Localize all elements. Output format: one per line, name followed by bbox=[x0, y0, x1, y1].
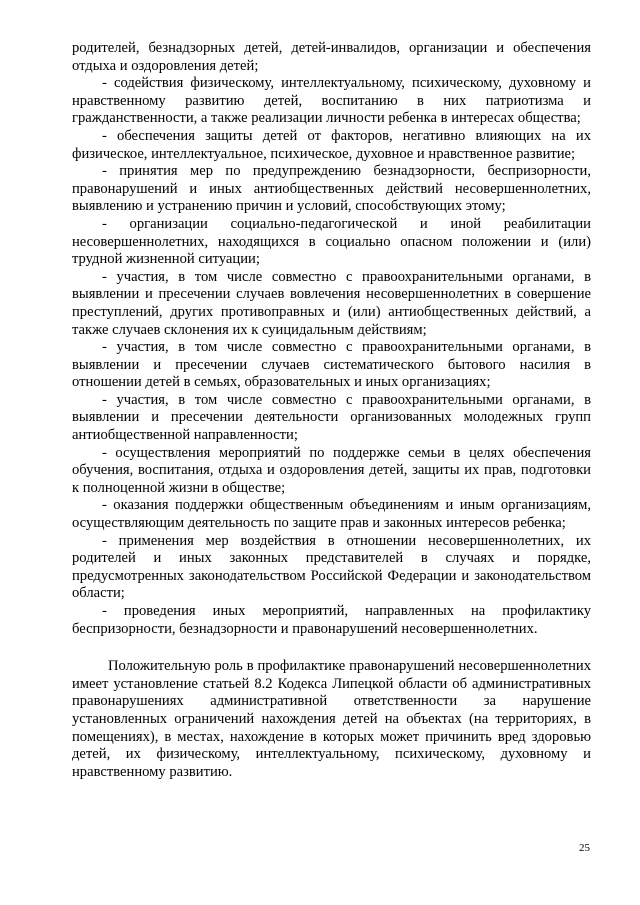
list-item-family-support: - осуществления мероприятий по поддержке семьи в целях обеспечения обучения, воспитания, отдыха и оздоровления детей, защиты их прав, подготовки к полноценной жизни в обществе; bbox=[72, 444, 591, 496]
list-item-enforcement: - применения мер воздействия в отношении несовершеннолетних, их родителей и иных законных представителей в случаях и порядке, предусмотренных законодательством Российской Федерации и законодательством области; bbox=[72, 532, 591, 602]
list-item-domestic-violence: - участия, в том числе совместно с правоохранительными органами, в выявлении и пресечении случаев систематического бытового насилия в отношении детей в семьях, образовательных и иных организациях; bbox=[72, 339, 591, 391]
list-item-public-associations: - оказания поддержки общественным объединениям и иным организациям, осуществляющим деятельность по защите прав и законных интересов ребенка; bbox=[72, 497, 591, 532]
page-number: 25 bbox=[579, 842, 590, 854]
list-item-prevention: - принятия мер по предупреждению безнадзорности, беспризорности, правонарушений и иных антиобщественных действий несовершеннолетних, выявлению и устранению причин и условий, способствующих этому; bbox=[72, 163, 591, 215]
list-item-youth-groups: - участия, в том числе совместно с правоохранительными органами, в выявлении и пресечении деятельности организованных молодежных групп антиобщественной направленности; bbox=[72, 391, 591, 444]
final-paragraph: Положительную роль в профилактике правонарушений несовершеннолетних имеет установление статьей 8.2 Кодекса Липецкой области об административных правонарушениях административной ответственности за нарушение установленных ограничений нахождения детей на объектах (на территориях, в помещениях), в местах, нахождение в которых может причинить вред здоровью детей, их физическому, интеллектуальному, психическому, духовному и нравственному развитию. bbox=[72, 658, 591, 780]
list-item-development: - содействия физическому, интеллектуальному, психическому, духовному и нравственному развитию детей, воспитанию в них патриотизма и гражданственности, а также реализации личности ребенка в интересах общества; bbox=[72, 75, 591, 127]
document-body bbox=[72, 40, 591, 781]
list-item-crime-involvement: - участия, в том числе совместно с правоохранительными органами, в выявлении и пресечении случаев вовлечения несовершеннолетних в совершение преступлений, других противоправных и (или) антиобщественных действий, а также случаев склонения их к суицидальным действиям; bbox=[72, 268, 591, 338]
list-item-rehabilitation: - организации социально-педагогической и иной реабилитации несовершеннолетних, находящихся в социально опасном положении и (или) трудной жизненной ситуации; bbox=[72, 215, 591, 268]
paragraph-continuation: родителей, безнадзорных детей, детей-инвалидов, организации и обеспечения отдыха и оздоровления детей; bbox=[72, 40, 591, 74]
list-item-other-measures: - проведения иных мероприятий, направленных на профилактику беспризорности, безнадзорности и правонарушений несовершеннолетних. bbox=[72, 603, 591, 637]
list-item-protection: - обеспечения защиты детей от факторов, негативно влияющих на их физическое, интеллектуальное, психическое, духовное и нравственное развитие; bbox=[72, 127, 591, 162]
